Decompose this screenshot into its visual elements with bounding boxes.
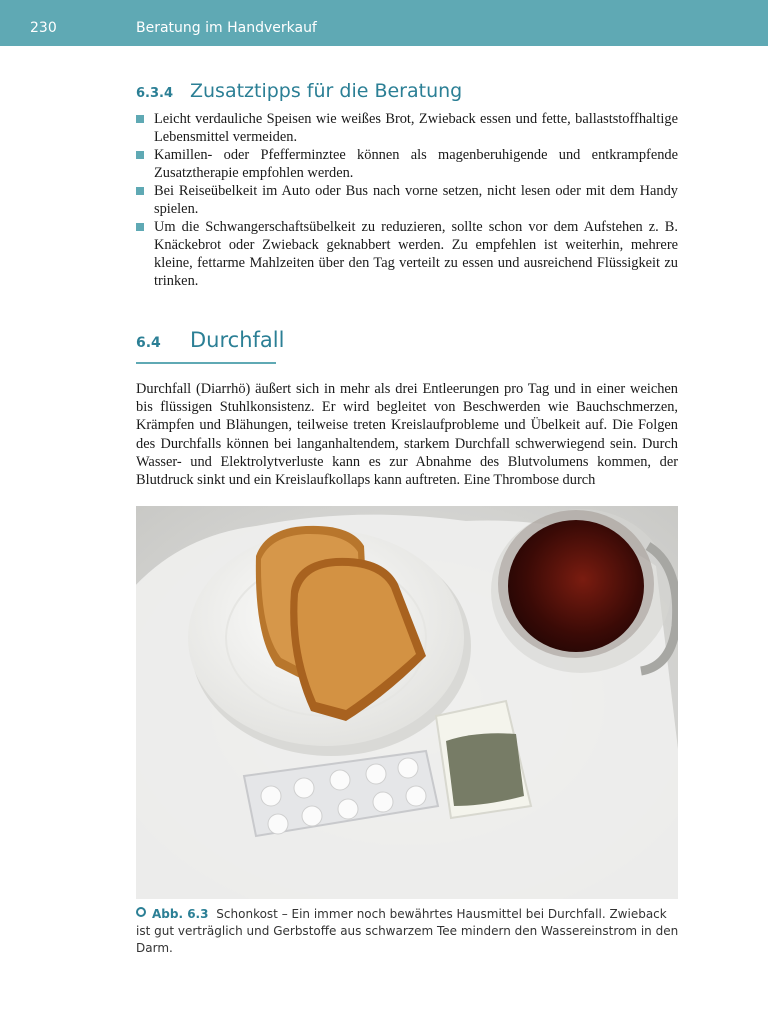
section-number: 6.4	[136, 335, 161, 351]
square-bullet-icon	[136, 223, 144, 231]
list-item: Kamillen- oder Pfefferminztee können als magenberuhigende und entkrampfende Zusatztherapie empfohlen werden.	[136, 146, 678, 182]
square-bullet-icon	[136, 115, 144, 123]
page-number: 230	[30, 20, 57, 36]
square-bullet-icon	[136, 151, 144, 159]
figure-label: Abb. 6.3	[152, 907, 209, 921]
section-number: 6.3.4	[136, 86, 174, 101]
tips-list	[136, 110, 678, 290]
caption-ring-icon	[136, 907, 146, 917]
section-heading-6-3-4	[136, 80, 462, 102]
caption-text: Schonkost – Ein immer noch bewährtes Hausmittel bei Durchfall. Zwieback ist gut verträglich und Gerbstoffe aus schwarzem Tee mindern den Wassereinstrom in den Darm.	[136, 907, 679, 955]
page-header	[0, 0, 768, 46]
section-title: Durchfall	[190, 328, 285, 352]
section-title: Zusatztipps für die Beratung	[190, 80, 463, 102]
list-item: Leicht verdauliche Speisen wie weißes Brot, Zwieback essen und fette, ballaststoffhaltige Lebensmittel vermeiden.	[136, 110, 678, 146]
list-item: Bei Reiseübelkeit im Auto oder Bus nach vorne setzen, nicht lesen oder mit dem Handy spielen.	[136, 182, 678, 218]
section-heading-6-4	[136, 328, 284, 352]
figure-caption	[136, 906, 681, 957]
heading-underline	[136, 362, 276, 364]
body-paragraph: Durchfall (Diarrhö) äußert sich in mehr als drei Entleerungen pro Tag und in einer weichen bis flüssigen Stuhlkonsistenz. Er wird begleitet von Beschwerden wie Bauchschmerzen, Krämpfen und Blähungen, teilweise treten Kreislaufprobleme und Übelkeit auf. Die Folgen des Durchfalls können bei langanhaltendem, starkem Durchfall schwerwiegend sein. Durch Wasser- und Elektrolytverluste kann es zur Abnahme des Blutvolumens kommen, der Blutdruck sinkt und ein Kreislaufkollaps kann auftreten. Eine Thrombose durch	[136, 381, 678, 489]
running-title: Beratung im Handverkauf	[136, 20, 317, 36]
list-item: Um die Schwangerschaftsübelkeit zu reduzieren, sollte schon vor dem Aufstehen z. B. Knäckebrot oder Zwieback geknabbert werden. Zu empfehlen ist weiterhin, mehrere kleine, fettarme Mahlzeiten über den Tag verteilt zu essen und ausreichend Flüssigkeit zu trinken.	[136, 218, 678, 290]
square-bullet-icon	[136, 187, 144, 195]
figure-photo	[136, 506, 678, 899]
schonkost-photo-illustration	[136, 506, 678, 899]
